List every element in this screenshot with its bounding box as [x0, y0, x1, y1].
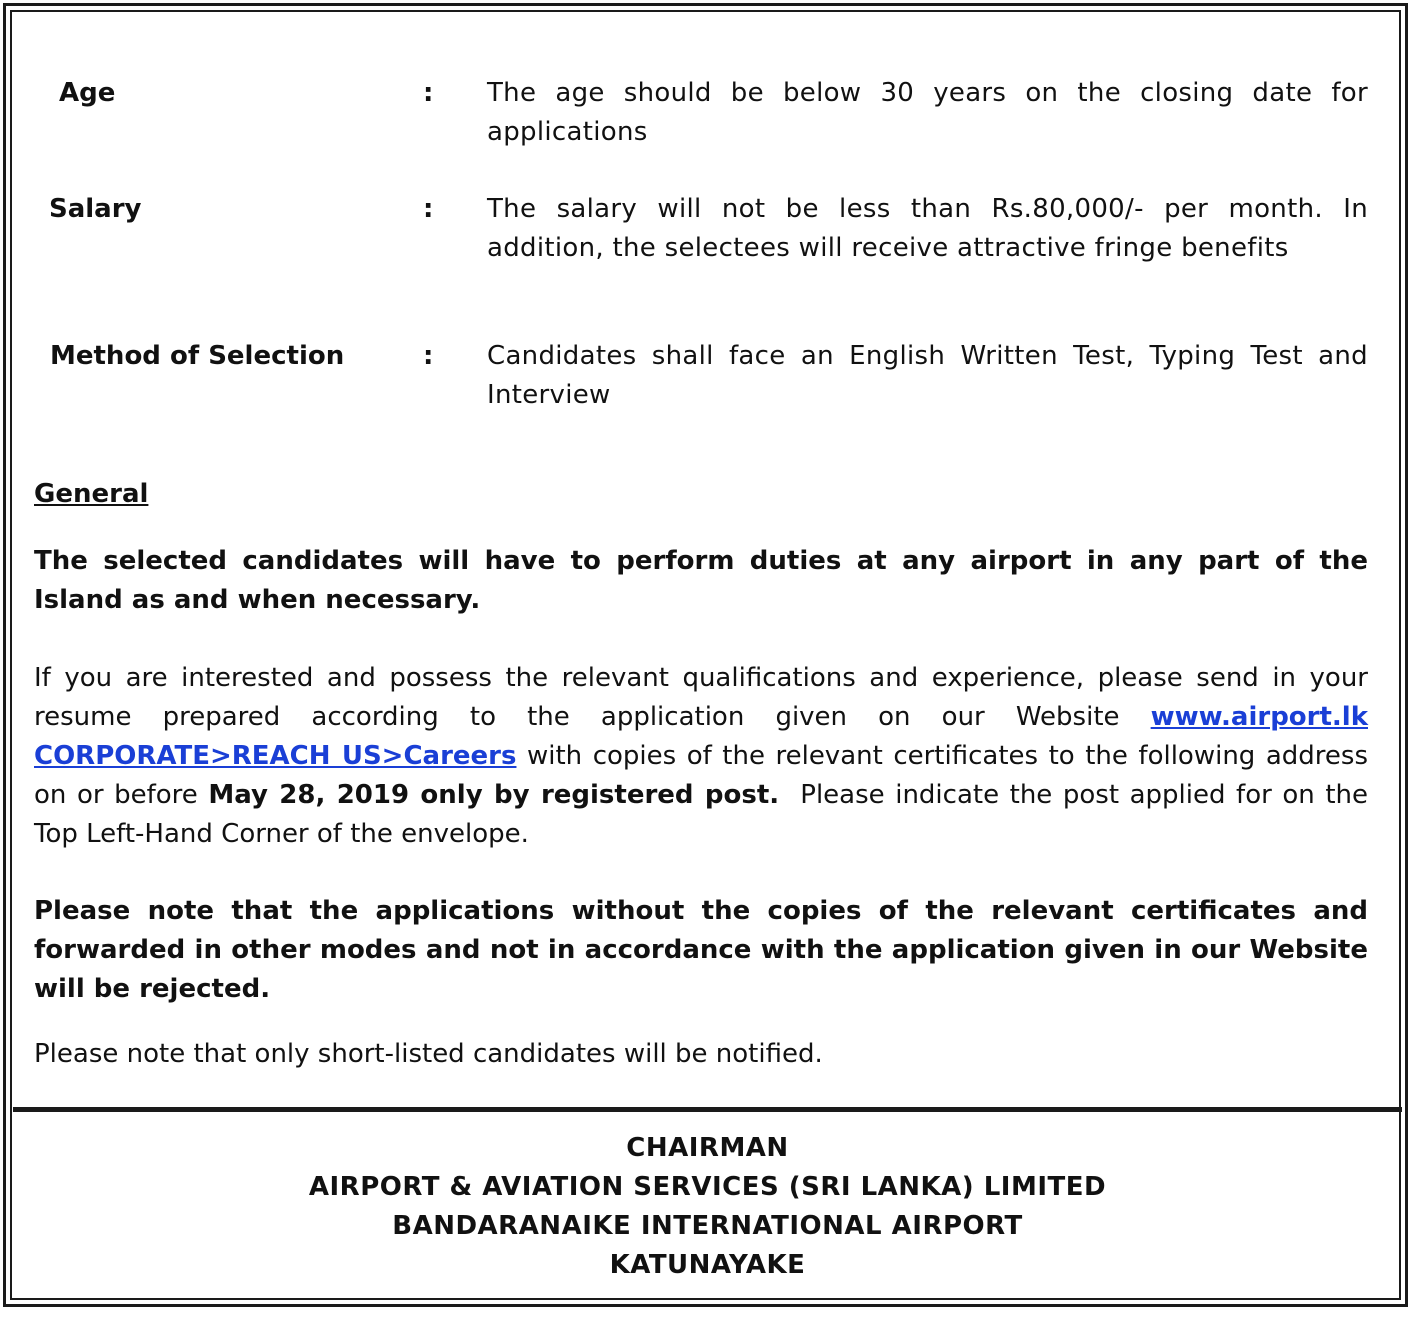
- signature-organization: AIRPORT & AVIATION SERVICES (SRI LANKA) LIMITED: [308, 1172, 1107, 1202]
- signature-location: BANDARANAIKE INTERNATIONAL AIRPORT: [392, 1211, 1023, 1241]
- duties-paragraph: The selected candidates will have to perform duties at any airport in any part of the Island as and when necessary.: [34, 546, 1368, 615]
- application-middle-text: with copies of the relevant certificates to the following address on or before: [34, 741, 1368, 810]
- field-colon: :: [423, 78, 434, 108]
- website-link[interactable]: www.airport.lk: [1150, 702, 1368, 732]
- field-label-method-of-selection: Method of Selection: [50, 341, 345, 371]
- signature-block: [13, 1129, 1402, 1285]
- shortlist-paragraph: Please note that only short-listed candidates will be notified.: [34, 1039, 823, 1069]
- field-label-age: Age: [59, 78, 116, 108]
- rejection-paragraph: Please note that the applications without the copies of the relevant certificates and forwarded in other modes and not in accordance with the application given in our Website will be rejected.: [34, 896, 1368, 1004]
- section-heading-general: General: [34, 479, 149, 509]
- careers-path-link[interactable]: CORPORATE>REACH US>Careers: [34, 741, 517, 771]
- field-value-method-of-selection: Candidates shall face an English Written Test, Typing Test and Interview: [487, 341, 1368, 410]
- application-paragraph: [34, 659, 1377, 854]
- field-colon: :: [423, 341, 434, 371]
- field-colon: :: [423, 194, 434, 224]
- field-value-age: The age should be below 30 years on the closing date for applications: [487, 78, 1368, 147]
- signature-city: KATUNAYAKE: [609, 1250, 806, 1280]
- application-end-text: Please indicate the post applied for on the Top Left-Hand Corner of the envelope.: [34, 780, 1377, 849]
- application-intro-text: If you are interested and possess the relevant qualifications and experience, please send in your resume prepared according to the application given on our Website: [34, 663, 1368, 732]
- signature-title: CHAIRMAN: [626, 1133, 789, 1163]
- deadline-text: May 28, 2019 only by registered post.: [208, 780, 780, 810]
- field-label-salary: Salary: [49, 194, 142, 224]
- field-value-salary: The salary will not be less than Rs.80,000/- per month. In addition, the selectees will receive attractive fringe benefits: [487, 194, 1368, 263]
- signature-divider: [13, 1107, 1402, 1112]
